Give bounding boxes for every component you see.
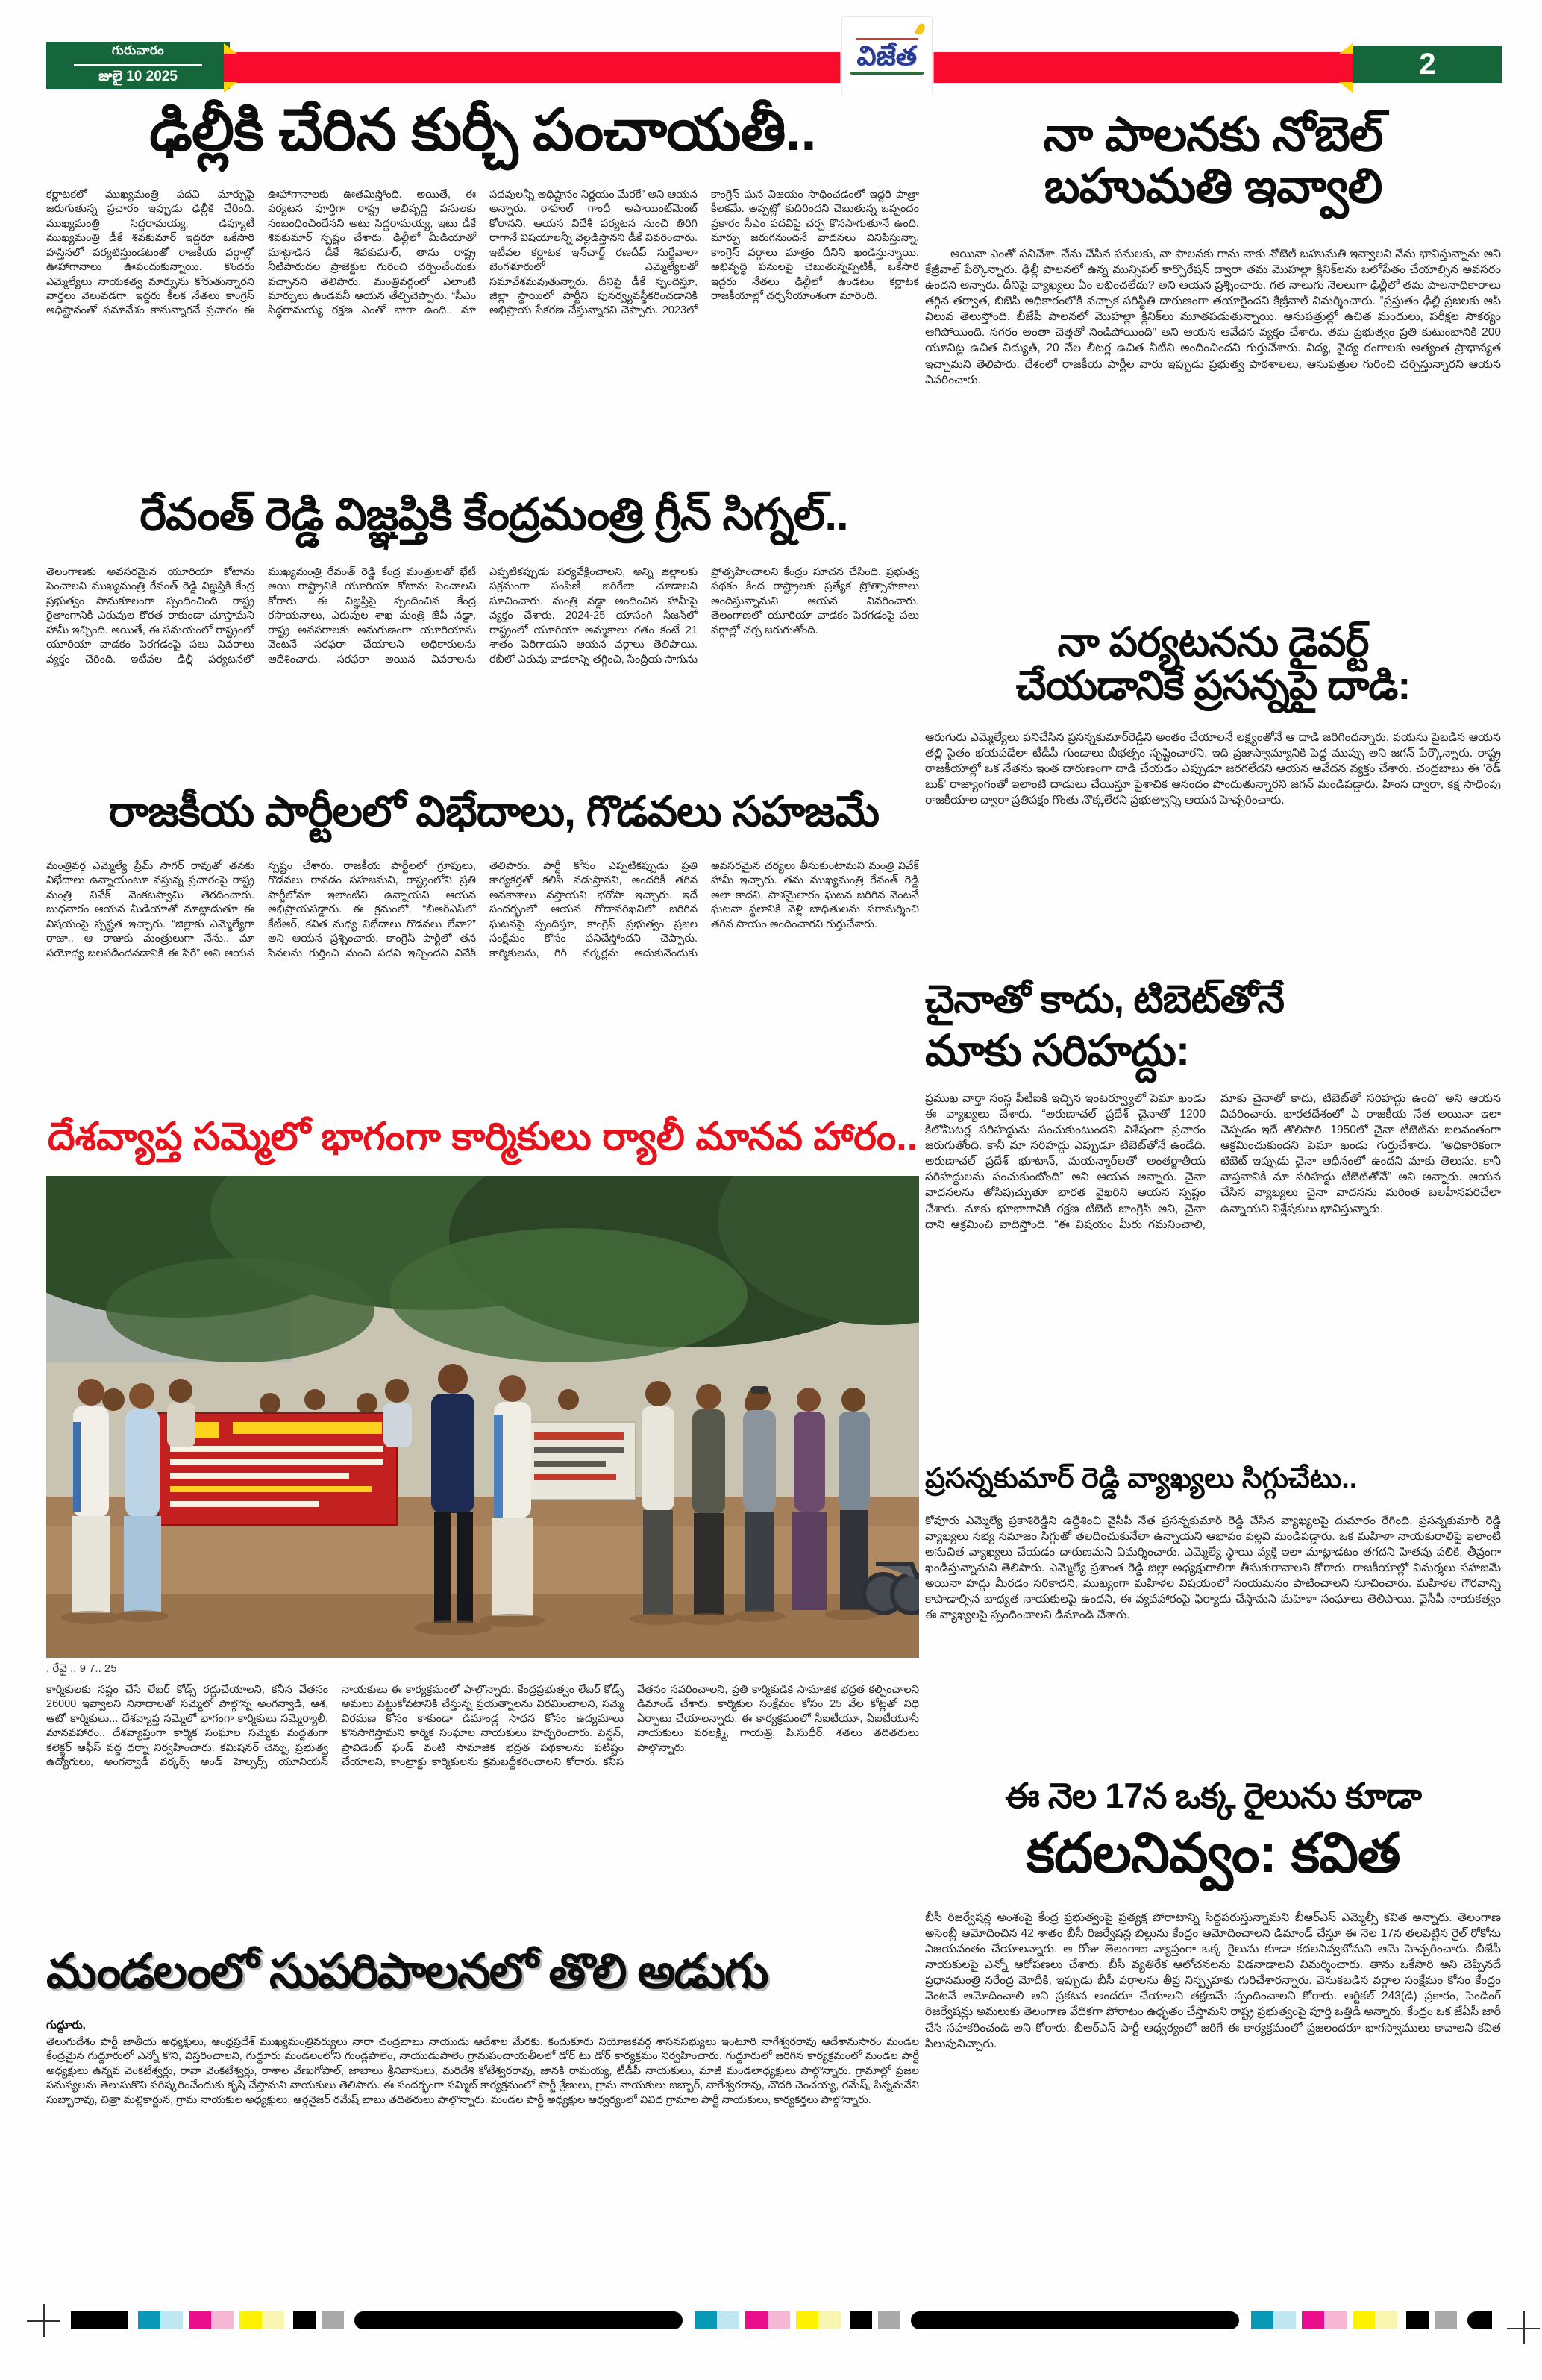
strip-segment xyxy=(1324,2311,1347,2329)
photo-caption: . రేవై .. 9 7.. 25 xyxy=(46,1662,117,1675)
article-body-nobel: అయినా ఎంతో పనిచేశా. నేను చేసిన పనులకు, నా పాలనకు గాను నాకు నోబెల్ బహుమతి ఇవ్వాలని నేను భావిస్తున్నాను అని కేజ్రీవాల్ పేర్కొన్నారు. ఢిల్లీ పాలనలో ఉన్న మున్సిపల్ కార్పొరేషన్ ద్వారా తమ మొహల్లా క్లినిక్‌లను బలోపేతం చేయాల్సిన అవసరం ఉందని అన్నారు. దీనిపై వ్యాఖ్యలు ఏం లభించలేదు? అని ఆయన ప్రశ్నించారు. గత నాలుగు నెలలుగా ఢిల్లీలో తమ పాలనాధికారాలు తగ్గిన తర్వాత, బిజెపి అధికారంలోకి వచ్చాక పరిస్థితి దారుణంగా తయారైందని కేజ్రీవాల్ విమర్శించారు. “ప్రస్తుతం ఢిల్లీ ప్రజలకు ఆప్ విలువ తెలుస్తోంది. బీజేపీ పాలనలో మొహల్లా క్లినిక్‌లు మూతపడుతున్నాయి. ఆసుపత్రుల్లో ఉచిత మందులు, పరీక్షల సౌకర్యం ఆగిపోయింది. నగరం అంతా చెత్తతో నిండిపోయింది” అని ఆయన ఆవేదన వ్యక్తం చేశారు. తమ ప్రభుత్వం ప్రతి కుటుంబానికి 200 యూనిట్ల ఉచిత విద్యుత్, 20 వేల లీటర్ల ఉచిత నీటిని అందించిందని గుర్తుచేశారు. విద్య, వైద్య రంగాలకు అత్యంత ప్రాధాన్యత ఇచ్చామని తెలిపారు. దేశంలో రాజకీయ పార్టీల వారు ఇప్పుడు ప్రభుత్వ పాఠశాలలు, ఆసుపత్రుల గురించి చర్చిస్తున్నారని ఆయన వివరించారు. xyxy=(925,248,1501,386)
article-body-divert: ఆరుగురు ఎమ్మెల్యేలు పనిచేసిన ప్రసన్నకుమార్‌రెడ్డిని అంతం చేయాలనే లక్ష్యంతోనే ఆ దాడి జరిగిందన్నారు. వయసు పైబడిన ఆయన తల్లి సైతం భయపడేలా టీడీపీ గుండాలు బీభత్సం సృష్టించారని, ఇది ప్రజాస్వామ్యానికి పెద్ద ముప్పు అని జగన్ పేర్కొన్నారు. రాష్ట్ర రాజకీయాల్లో ఒక నేతను ఇంత దారుణంగా దాడి చేయడం ఎప్పుడూ జరగలేదని ఆయన ఆవేదన వ్యక్తం చేశారు. చంద్రబాబు ఈ ‘రెడ్ బుక్’ రాజ్యాంగంతో ఇలాంటి దాడులు చేయిస్తూ పైశాచిక ఆనందం పొందుతున్నారని జగన్ మండిపడ్డారు. హింస ద్వారా, కక్ష సాధింపు రాజకీయాల ద్వారా ప్రతిపక్షం గొంతు నొక్కలేరని ప్రభుత్వాన్ని ఆయన హెచ్చరించారు. xyxy=(925,731,1501,807)
strip-segment xyxy=(790,2311,796,2329)
strip-segment xyxy=(211,2311,234,2329)
headline-nationwide-strike-rally: దేశవ్యాప్త సమ్మెలో భాగంగా కార్మికులు ర్యాలీ మానవ హారం.. xyxy=(47,1115,918,1159)
strip-segment xyxy=(1273,2311,1296,2329)
strip-segment xyxy=(160,2311,183,2329)
yellow-accent-triangle xyxy=(1339,82,1353,93)
dateline-gudduru: గుద్దూరు, xyxy=(46,2019,86,2032)
article-body-green-signal: తెలంగాణకు అవసరమైన యూరియా కోటాను పెంచాలని ముఖ్యమంత్రి రేవంత్ రెడ్డి విజ్ఞప్తికి కేంద్ర ప్రభుత్వం సానుకూలంగా స్పందించింది. రాష్ట్ర రైతాంగానికి ఎరువుల కొరత రాకుండా చూస్తామని హామీ ఇచ్చింది. అయితే, ఈ సమయంలో రాష్ట్రంలో యూరియా వాడకం పెరగడంపై పలు వివరాలు వ్యక్తం చేరింది. ఇటీవల ఢిల్లీ పర్యటనలో ముఖ్యమంత్రి రేవంత్ రెడ్డి కేంద్ర మంత్రులతో భేటీ అయి రాష్ట్రానికి యూరియా కోటాను పెంచాలని కోరారు. ఈ విజ్ఞప్తిపై స్పందించిన కేంద్ర రసాయనాలు, ఎరువుల శాఖ మంత్రి జేపీ నడ్డా, రాష్ట్ర అవసరాలకు అనుగుణంగా యూరియాను వెంటనే సరఫరా చేయాలని అధికారులను ఆదేశించారు. సరఫరా అయిన వివరాలను ఎప్పటికప్పుడు పర్యవేక్షించాలని, అన్ని జిల్లాలకు సక్రమంగా పంపిణీ జరిగేలా చూడాలని సూచించారు. మంత్రి నడ్డా అందించిన హామీపై వ్యక్తం చేశారు. 2024-25 యాసంగి సీజన్‌లో రాష్ట్రంలో యూరియా అమ్మకాలు గతం కంటే 21 శాతం పెరిగాయని ఆయన వర్గాలు తెలిపాయి. రబీలో ఎరువు వాడకాన్ని తగ్గించి, సేంద్రీయ సాగును ప్రోత్సహించాలని కేంద్రం సూచన చేసింది. ప్రభుత్వ పథకం కింద రాష్ట్రాలకు ప్రత్యేక ప్రోత్సాహకాలు అందిస్తున్నామని ఆయన వివరించారు. తెలంగాణలో యూరియా వాడకం పెరగడంపై పలు వర్గాల్లో చర్చ జరుగుతోంది. xyxy=(46,566,919,666)
strip-segment xyxy=(1296,2311,1302,2329)
headline-divert-tour xyxy=(925,621,1501,708)
headline-nobel-line1 xyxy=(925,109,1501,212)
article-body-delhi: కర్ణాటకలో ముఖ్యమంత్రి పదవి మార్పుపై జరుగుతున్న ప్రచారం ఇప్పుడు ఢిల్లీకి చేరింది. ముఖ్యమంత్రి సిద్ధరామయ్య, డిప్యూటీ ముఖ్యమంత్రి డీకే శివకుమార్ ఇద్దరూ ఒకేసారి హస్తినలో పర్యటిస్తుండటంతో రాజకీయ వర్గాల్లో ఊహాగానాలు ఊపందుకున్నాయి. కొందరు ఎమ్మెల్యేలు నాయకత్వ మార్పును కోరుతున్నారని వార్తలు వెలువడగా, ఇద్దరు కీలక నేతలు కాంగ్రెస్ అధిష్టానంతో సమావేశం కానున్నారనే ప్రచారం ఈ ఊహాగానాలకు ఊతమిస్తోంది. అయితే, ఈ పర్యటన పూర్తిగా రాష్ట్ర అభివృద్ధి పనులకు సంబంధించిందేనని అటు సిద్ధరామయ్య, ఇటు డీకే శివకుమార్ స్పష్టం చేశారు. ఢిల్లీలో మీడియాతో మాట్లాడిన డీకే శివకుమార్, తాను రాష్ట్ర నీటిపారుదల ప్రాజెక్టుల గురించి చర్చించేందుకు వచ్చానని తెలిపారు. మంత్రివర్గంలో ఎలాంటి మార్పులు ఉండవనీ ఆయన తేల్చిచెప్పారు. “సీఎం సిద్ధరామయ్య రక్షణ ఎంతో బాగా ఉంది.. మా పదవులన్నీ అధిష్టానం నిర్ణయం మేరకే” అని ఆయన అన్నారు. రాహుల్ గాంధీ అపాయింట్‌మెంట్ కోరానని, ఆయన విదేశీ పర్యటన నుంచి తిరిగి రాగానే విషయాలన్నీ వెల్లడిస్తానని డీకే వివరించారు. ఇటీవల కర్ణాటక ఇన్‌చార్జ్ రణదీప్ సుర్జేవాలా బెంగళూరులో ఎమ్మెల్యేలతో సమావేశమవుతున్నారు. దీనిపై డీకే స్పందిస్తూ, జిల్లా స్థాయిలో పార్టీని పునర్వ్యవస్థీకరించడానికి అభిప్రాయ సేకరణ చేస్తున్నారని చెప్పారు. 2023లో కాంగ్రెస్ ఘన విజయం సాధించడంలో ఇద్దరి పాత్రా కీలకమే. అప్పట్లో కుదిరిందని చెబుతున్న ఒప్పందం ప్రకారం సీఎం పదవిపై చర్చ కొనసాగుతూనే ఉంది. మార్పు జరుగనుందనే వాదనలు వినిపిస్తున్నా, కాంగ్రెస్ వర్గాలు మాత్రం దీనిని ఖండిస్తున్నాయి. అభివృద్ధి పనులపై చెబుతున్నప్పటికీ, ఒకేసారి ఇద్దరు నేతలు ఢిల్లీలో ఉండటం కర్ణాటక రాజకీయాల్లో చర్చనీయాంశంగా మారింది. xyxy=(46,189,919,317)
article-body-party-differences: మంత్రివర్గ ఎమ్మెల్యే ప్రేమ్ సాగర్ రావుతో తనకు విభేదాలు ఉన్నాయంటూ వస్తున్న ప్రచారంపై రాష్ట్ర మంత్రి వివేక్ వెంకటస్వామి తెరదించారు. బుధవారం ఆయన మీడియాతో మాట్లాడుతూ ఈ విషయంపై స్పష్టత ఇచ్చారు. “జిల్లాకు ఎమ్మెల్యేగా రాజా.. ఆ రాజుకు మంత్రులుగా నేను.. మా సయోధ్య బలపడిందనడానికి ఈ పేరే” అని ఆయన స్పష్టం చేశారు. రాజకీయ పార్టీలలో గ్రూపులు, గొడవలు రావడం సహజమని, రాష్ట్రంలోని ప్రతి పార్టీలోనూ ఇలాంటివి ఉన్నాయని ఆయన అభిప్రాయపడ్డారు. ఈ క్రమంలో, “బీఆర్ఎస్‌లో కేటీఆర్, కవిత మధ్య విభేదాలు గొడవలు లేవా?” అని ఆయన ప్రశ్నించారు. కాంగ్రెస్ పార్టీలో తన సేవలను గుర్తించి మంచి పదవి ఇచ్చిందని వివేక్ తెలిపారు. పార్టీ కోసం ఎప్పటికప్పుడు ప్రతి కార్యకర్తతో కలిసి నడుస్తానని, అందరికీ తగిన అవకాశాలు వస్తాయని భరోసా ఇచ్చారు. ఇదే సందర్భంలో ఆయన గోదావరిఖనిలో జరిగిన ఘటనపై స్పందిస్తూ, కాంగ్రెస్ ప్రభుత్వం ప్రజల సంక్షేమం కోసం పనిచేస్తోందని చెప్పారు. కార్మికులను, గిగ్ వర్కర్లను ఆదుకునేందుకు అవసరమైన చర్యలు తీసుకుంటామని మంత్రి వివేక్ హామీ ఇచ్చారు. తమ ముఖ్యమంత్రి రేవంత్ రెడ్డి అలా కాదని, పాశమైలారం ఘటన జరిగిన వెంటనే ఘటనా స్థలానికి వెళ్లి బాధితులను పరామర్శించి తగిన సాయం అందించారని గుర్తుచేశారు. xyxy=(46,860,919,959)
headline-tibet-line2: మాకు సరిహద్దు: xyxy=(925,1027,1190,1075)
strip-segment xyxy=(1406,2311,1429,2329)
article-body-strike: కార్మికులకు నష్టం చేసే లేబర్ కోడ్స్ రద్దుచేయాలని, కనీస వేతనం 26000 ఇవ్వాలని నినాదాలతో సమ్మెలో పాల్గొన్న అంగన్వాడి, ఆశ, ఆటో కార్మికులు... దేశవ్యాప్త సమ్మెలో భాగంగా కార్మికులు సమ్మెర్యాలీ, మానవహారం.. దేశవ్యాప్తంగా కార్మిక సంఘాల సమ్మెకు మద్దతుగా కలెక్టర్ ఆఫీస్ వద్ద ధర్నా నిర్వహించారు. కమిషనర్ చెన్ను, ప్రభుత్వ ఉద్యోగులు, అంగన్వాడీ వర్కర్స్ అండ్ హెల్పర్స్ యూనియన్ నాయకులు ఈ కార్యక్రమంలో పాల్గొన్నారు. కేంద్రప్రభుత్వం లేబర్ కోడ్స్ అమలు పెట్టుకోవటానికి చేస్తున్న ప్రయత్నాలను విరమించాలని, సమ్మె విరమణ కోసం కాకుండా డిమాండ్ల సాధన కోసం ఉద్యమాలు కొనసాగిస్తామని కార్మిక సంఘాల నాయకులు హెచ్చరించారు. పెన్షన్, ప్రావిడెంట్ ఫండ్ వంటి సామాజిక భద్రత పథకాలను పటిష్టం చేయాలని, కాంట్రాక్టు కార్మికులను క్రమబద్ధీకరించాలని కోరారు. కనీస వేతనం సవరించాలని, ప్రతి కార్మికుడికి సామాజిక భద్రత కల్పించాలని డిమాండ్ చేశారు. కార్మికుల సంక్షేమం కోసం 25 వేల కోట్లతో నిధి ఏర్పాటు చేయాలన్నారు. ఈ కార్యక్రమంలో సీఐటీయూ, ఏఐటీయూసీ నాయకులు వరలక్ష్మి, గాయత్రి, పి.సుధీర్, శతలు తదితరులు పాల్గొన్నారు. xyxy=(46,1684,919,1769)
strip-segment xyxy=(189,2311,211,2329)
strip-segment xyxy=(1435,2311,1457,2329)
strip-segment xyxy=(71,2311,128,2329)
strip-segment xyxy=(850,2311,872,2329)
headline-mandal-governance: మండలంలో సుపరిపాలనలో తొలి అడుగు xyxy=(46,1944,768,1998)
page-number: 2 xyxy=(1419,48,1436,81)
nobel-headline-line2: బహుమతి ఇవ్వాలి xyxy=(1044,159,1382,213)
article-body-mandal: తెలుగుదేశం పార్టీ జాతీయ అధ్యక్షులు, ఆంధ్రప్రదేశ్ ముఖ్యమంత్రివర్యులు నారా చంద్రబాబు నాయుడు ఆదేశాల మేరకు. కందుకూరు నియోజకవర్గ శాసనసభ్యులు ఇంటూరి నాగేశ్వరరావు ఆదేశానుసారం మండల కేంద్రమైన గుద్దూరులో ఎన్నో కొని, విస్తరించాలని, గుద్దూరు మండలంలోని గుండ్లపాలెం, నాయుడుపాలెం గ్రామపంచాయతీలలో డోర్ టు డోర్ కార్యక్రమం నిర్వహించారు. గుద్దూరులో జరిగిన కార్యక్రమంలో మండల పార్టీ అధ్యక్షులు ఉన్నవ వెంకటేశ్వర్లు, రావా వెంకటేశ్వర్లు, రాశాల వేణుగోపాల్, జాబాలు శ్రీనివాసులు, మరిదేశి కోటేశ్వరరావు, జానకి రామయ్య, టీడీపీ నాయకులు, మాజీ మండలాధ్యక్షులు పాల్గొన్నారు. గ్రామాల్లో ప్రజల సమస్యలను తెలుసుకొని పరిష్కరించేందుకు కృషి చేస్తామని నాయకులు తెలిపారు. ఈ సందర్భంగా సమ్మిట్ కార్యక్రమంలో పార్టీ శ్రేణులు, గ్రామ నాయకులు జబ్బార్, నాగేశ్వరరావు, చౌదరి చెంచయ్య, రమేష్, పిన్నమనేని సుబ్బారావు, చిత్రా మల్లికార్జున, గ్రామ నాయకుల అధ్యక్షులు, ఆర్గనైజర్ రమేష్ బాబు తదితరులు పాల్గొన్నారు. మండల పార్టీ అధ్యక్షుల ఆధ్వర్యంలో వివిధ గ్రామాల పార్టీ నాయకులు, కార్యకర్తలు పాల్గొన్నారు. xyxy=(46,2036,919,2106)
headline-revanth-green-signal: రేవంత్ రెడ్డి విజ్ఞప్తికి కేంద్రమంత్రి గ్రీన్ సిగ్నల్.. xyxy=(140,489,848,539)
article-body-tibet: ప్రముఖ వార్తా సంస్థ పీటీఐకి ఇచ్చిన ఇంటర్వ్యూలో పెమా ఖండు ఈ వ్యాఖ్యలు చేశారు. “అరుణాచల్ ప్రదేశ్ చైనాతో 1200 కిలోమీటర్ల సరిహద్దును పంచుకుంటుందని విశేషంగా ప్రచారం జరుగుతోంది. కానీ మా సరిహద్దు ఎప్పుడూ టిబెట్‌తోనే ఉండేది. అరుణాచల్ ప్రదేశ్ భూటాన్, మయన్మార్‌లతో అంతర్జాతీయ సరిహద్దులను పంచుకుంటోంది” అని ఆయన అన్నారు. చైనా వాదనలను తోసిపుచ్చుతూ భారత వైఖరిని ఆయన స్పష్టం చేశారు. మాకు భూభాగానికి రక్షణ టిబెట్ జాంగ్రెస్ అని, చైనా దాని ఆక్రమించి వాదిస్తోంది. “ఈ విషయం మీరు గమనించాలి, మాకు చైనాతో కాదు, టిబెట్‌తో సరిహద్దు ఉంది” అని ఆయన వివరించారు. భారతదేశంలో ఏ రాజకీయ నేత అయినా ఇలా చెప్పడం ఇదే తొలిసారి. 1950లో చైనా టిబెట్‌ను బలవంతంగా ఆక్రమించుకుందని పెమా ఖండు గుర్తుచేశారు. “అధికారికంగా టిబెట్ ఇప్పుడు చైనా ఆధీనంలో ఉందని మాకు తెలుసు. కానీ వాస్తవానికి మా సరిహద్దు టిబెట్‌తోనే” అని అన్నారు. ఆయన చేసిన వ్యాఖ్యలు చైనా వాదనను మరింత బలహీనపరిచేలా ఉన్నాయని విశ్లేషకులు భావిస్తున్నారు. xyxy=(925,1092,1501,1231)
yellow-accent-triangle xyxy=(224,43,237,54)
weekday-label: గురువారం xyxy=(111,43,165,57)
masthead-title: విజేత xyxy=(856,40,918,71)
headline-delhi-chair-panchayat: ఢిల్లీకి చేరిన కుర్చీ పంచాయతీ.. xyxy=(149,97,816,163)
divert-headline-line1: నా పర్యటనను డైవర్ట్ xyxy=(1057,620,1369,665)
date-label: జులై 10 2025 xyxy=(98,68,178,84)
strip-segment xyxy=(745,2311,768,2329)
strip-segment xyxy=(841,2311,850,2329)
strip-segment xyxy=(128,2311,138,2329)
date-divider xyxy=(74,64,202,66)
article-body-prasanna: కోవూరు ఎమ్మెల్యే ప్రకాశిరెడ్డిని ఉద్దేశించి వైసీపీ నేత ప్రసన్నకుమార్ రెడ్డి చేసిన వ్యాఖ్యలపై దుమారం రేగింది. ప్రసన్నకుమార్ రెడ్డి వ్యాఖ్యలు సభ్య సమాజం సిగ్గుతో తలదించుకునేలా ఉన్నాయని ఆభావం పల్లవి మండిపడ్డారు. ఒక మహిళా నాయకురాలిపై ఇలాంటి అనుచిత వ్యాఖ్యలు చేయడం దారుణమని విమర్శించారు. ఎమ్మెల్యే స్థాయి వ్యక్తి ఇలా మాట్లాడటం తగదని హితవు పలికి, తీవ్రంగా ఖండిస్తున్నామని తెలిపారు. ఎమ్మెల్యే ప్రశాంత రెడ్డి జిల్లా అధ్యక్షురాలిగా తీసుకురావాలని కోరారు. రాజకీయాల్లో విమర్శలు సహజమే అయినా హద్దు మీరడం సరికాదని, ముఖ్యంగా మహిళల విషయంలో సంయమనం పాటించాలని సూచించారు. మహిళల గౌరవాన్ని కాపాడాల్సిన బాధ్యత నాయకులపై ఉందని, ఈ వ్యవహారంపై ఫిర్యాదు చేస్తామని మహిళా సంఘాలు తెలిపాయి. వైసీపీ నాయకత్వం ఈ వ్యాఖ్యలపై స్పందించాలని డిమాండ్ చేశారు. xyxy=(925,1515,1501,1622)
strip-segment xyxy=(239,2311,262,2329)
strip-segment xyxy=(322,2311,344,2329)
strip-segment xyxy=(739,2311,745,2329)
strip-segment xyxy=(284,2311,293,2329)
rally-photo-illustration xyxy=(46,1176,919,1658)
strip-segment xyxy=(262,2311,284,2329)
masthead-red-bar xyxy=(224,52,1355,83)
date-box xyxy=(46,42,230,89)
strip-segment xyxy=(900,2311,911,2329)
strip-segment xyxy=(1347,2311,1353,2329)
crop-mark-right xyxy=(1507,2311,1540,2344)
strip-segment xyxy=(1239,2311,1251,2329)
strip-segment xyxy=(796,2311,818,2329)
strip-segment xyxy=(138,2311,160,2329)
strip-segment xyxy=(1251,2311,1273,2329)
strip-segment xyxy=(695,2311,717,2329)
print-color-strip xyxy=(71,2311,1492,2329)
strip-segment xyxy=(293,2311,316,2329)
strip-segment xyxy=(1353,2311,1375,2329)
strip-segment xyxy=(911,2311,1239,2329)
strip-segment xyxy=(683,2311,695,2329)
headline-train-line2: కదలనివ్వం: కవిత xyxy=(1026,1822,1400,1884)
newspaper-masthead-logo xyxy=(841,16,933,95)
divert-headline-line2: చేయడానికే ప్రసన్నపై దాడి: xyxy=(1015,663,1411,709)
strip-segment xyxy=(354,2311,683,2329)
strip-segment xyxy=(1302,2311,1324,2329)
masthead-flame-icon xyxy=(915,22,927,37)
strip-segment xyxy=(234,2311,239,2329)
article-body-kavitha: బీసీ రిజర్వేషన్ల అంశంపై కేంద్ర ప్రభుత్వంపై ప్రత్యక్ష పోరాటాన్ని సిద్ధపరుస్తున్నామని బీఆర్ఎస్ ఎమ్మెల్సీ కవిత అన్నారు. తెలంగాణ అసెంబ్లీ ఆమోదించిన 42 శాతం బీసీ రిజర్వేషన్ల బిల్లును కేంద్రం ఆమోదించాలని డిమాండ్ చేస్తూ ఈ నెల 17న తలపెట్టిన రైల్ రోకోను విజయవంతం చేయాలన్నారు. ఆ రోజు తెలంగాణ వ్యాప్తంగా ఒక్క రైలును కూడా కదలనివ్వబోమని ఆమె హెచ్చరించారు. బీజేపీ నాయకులపై ఎన్నో ఆరోపణలు చేశారు. బీసీ వ్యతిరేక ఆలోచనలను విడనాడాలని విమర్శించారు. తాను ఒకేసారి అని చెప్పినదే ప్రధానమంత్రి నరేంద్ర మోదీకి, ఇప్పుడు బీసీ వర్గాలను తీవ్ర నిస్పృహకు గురిచేశారన్నారు. వెనుకబడిన వర్గాల సంక్షేమం కోసం కేంద్రం వెంటనే ఆమోదించాలి అని ప్రకటన అందరూ చేయాలని తక్షణమే స్పందించాలని కోరారు. ఆర్టికల్ 243(డి) ప్రకారం, పెండింగ్ రిజర్వేషన్లు అమలుకు తెలంగాణ వేదికగా పోరాటం ఉధృతం చేస్తామని రాష్ట్ర ప్రభుత్వంపై పూర్తి ఒత్తిడి అన్నారు. కేంద్రం ఒక జేఏసీ జారీ చేసి సహకరించండి అని కోరారు. బీఆర్ఎస్ పార్టీ ఆధ్వర్యంలో జరిగే ఈ కార్యక్రమంలో ప్రజలందరూ భాగస్వాములు కావాలని కవిత పిలుపునిచ్చారు. xyxy=(925,1911,1501,2050)
strip-segment xyxy=(1397,2311,1406,2329)
headline-prasanna-remarks: ప్రసన్నకుమార్ రెడ్డి వ్యాఖ్యలు సిగ్గుచేటు.. xyxy=(925,1463,1358,1494)
headline-tibet-line1: చైనాతో కాదు, టిబెట్‌తోనే xyxy=(925,978,1284,1021)
headline-party-differences: రాజకీయ పార్టీలలో విభేదాలు, గొడవలు సహజమే xyxy=(108,788,880,836)
strip-segment xyxy=(316,2311,322,2329)
headline-train-line1: ఈ నెల 17న ఒక్క రైలును కూడా xyxy=(1005,1776,1421,1815)
page-number-box xyxy=(1353,46,1502,83)
strip-segment xyxy=(872,2311,878,2329)
strip-segment xyxy=(1429,2311,1435,2329)
nobel-headline-line1: నా పాలనకు నోబెల్ xyxy=(1043,107,1383,161)
strip-segment xyxy=(818,2311,841,2329)
strip-segment xyxy=(183,2311,189,2329)
strip-segment xyxy=(717,2311,739,2329)
yellow-accent-triangle xyxy=(1339,43,1353,54)
strip-segment xyxy=(878,2311,900,2329)
rally-photo xyxy=(46,1176,919,1658)
masthead-tagline-bottom xyxy=(850,72,924,75)
crop-mark-left xyxy=(27,2304,60,2337)
strip-segment xyxy=(1375,2311,1397,2329)
strip-segment xyxy=(1457,2311,1467,2329)
strip-segment xyxy=(344,2311,354,2329)
strip-segment xyxy=(768,2311,790,2329)
yellow-accent-triangle xyxy=(224,82,237,93)
strip-segment xyxy=(1467,2311,1492,2329)
